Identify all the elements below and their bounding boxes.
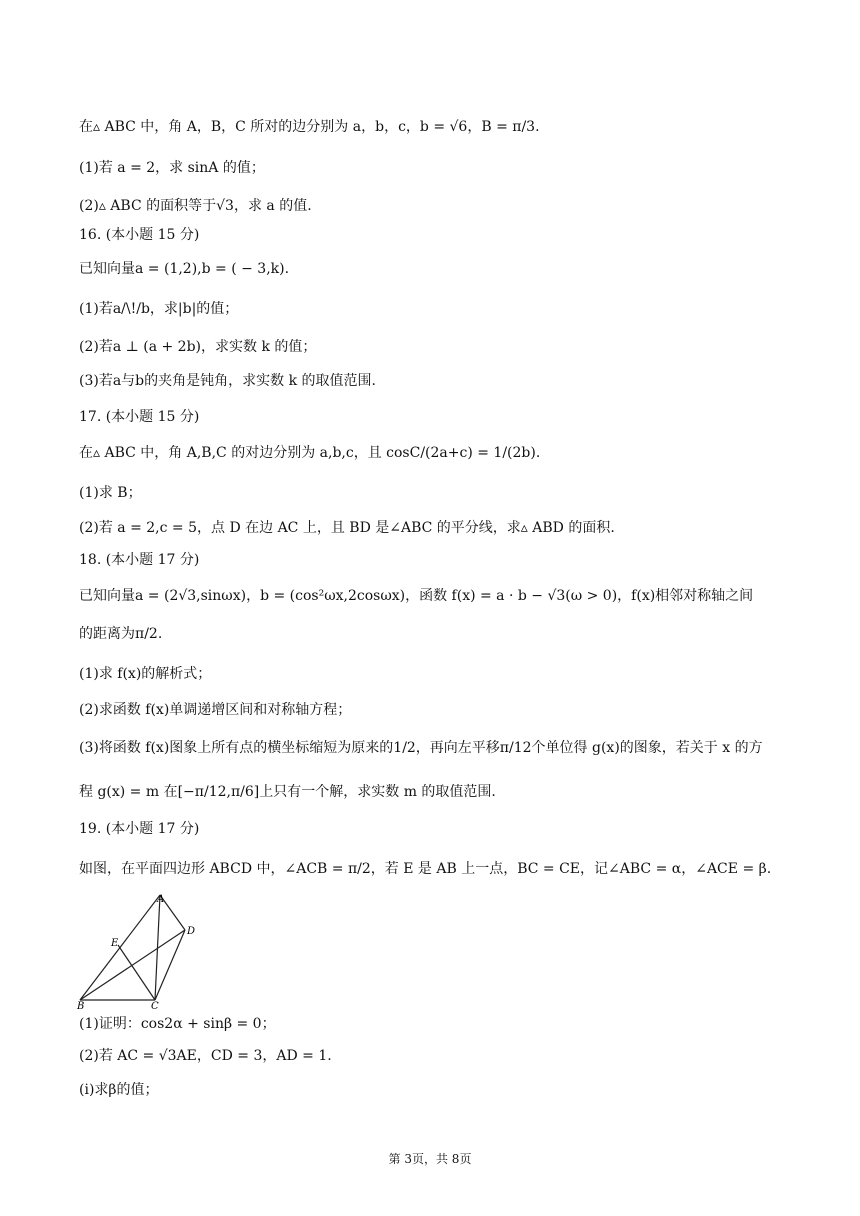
q16-stem: 已知向量a = (1,2),b = ( − 3,k). xyxy=(79,261,290,277)
page-footer: 第 3页，共 8页 xyxy=(388,1152,472,1166)
q18-part3-line2: 程 g(x) = m 在[−π/12,π/6]上只有一个解，求实数 m 的取值范围. xyxy=(79,784,496,800)
q15-stem: 在▵ ABC 中，角 A，B，C 所对的边分别为 a，b，c，b = √6，B = π/3. xyxy=(79,119,540,135)
label-C: C xyxy=(151,1001,159,1010)
q19-part2: (2)若 AC = √3AE，CD = 3，AD = 1. xyxy=(79,1048,332,1064)
q18-stem-line1: 已知向量a = (2√3,sinωx)，b = (cos²ωx,2cosωx)，函数 f(x) = a · b − √3(ω > 0)，f(x)相邻对称轴之间 xyxy=(79,588,754,604)
q19-heading: 19. (本小题 17 分) xyxy=(79,821,200,837)
q16-part1: (1)若a/\!/b，求|b|的值； xyxy=(79,301,239,317)
q17-part1: (1)求 B； xyxy=(79,485,142,501)
label-D: D xyxy=(187,926,196,937)
label-E: E xyxy=(111,938,119,949)
quadrilateral-figure xyxy=(75,890,200,1010)
q16-heading: 16. (本小题 15 分) xyxy=(79,227,200,243)
q18-heading: 18. (本小题 17 分) xyxy=(79,552,200,568)
label-B: B xyxy=(77,1001,85,1010)
q16-part2: (2)若a ⊥ (a + 2b)，求实数 k 的值； xyxy=(79,339,317,355)
q18-part2: (2)求函数 f(x)单调递增区间和对称轴方程； xyxy=(79,702,352,718)
q16-part3: (3)若a与b的夹角是钝角，求实数 k 的取值范围. xyxy=(79,373,376,389)
q19-part1: (1)证明：cos2α + sinβ = 0； xyxy=(79,1016,276,1032)
q17-stem: 在▵ ABC 中，角 A,B,C 的对边分别为 a,b,c，且 cosC/(2a+c) = 1/(2b). xyxy=(79,445,541,461)
q15-part2: (2)▵ ABC 的面积等于√3，求 a 的值. xyxy=(79,198,312,214)
q18-part3-line1: (3)将函数 f(x)图象上所有点的横坐标缩短为原来的1/2，再向左平移π/12个单位得 g(x)的图象，若关于 x 的方 xyxy=(79,740,763,756)
q15-part1: (1)若 a = 2，求 sinA 的值； xyxy=(79,160,265,176)
q17-heading: 17. (本小题 15 分) xyxy=(79,409,200,425)
q18-stem-line2: 的距离为π/2. xyxy=(79,626,163,642)
q17-part2: (2)若 a = 2,c = 5，点 D 在边 AC 上，且 BD 是∠ABC 的平分线，求▵ ABD 的面积. xyxy=(79,520,615,536)
q19-part-i: (i)求β的值； xyxy=(79,1082,159,1098)
segment-BD xyxy=(80,930,185,1000)
label-A: A xyxy=(157,894,165,905)
q19-stem: 如图，在平面四边形 ABCD 中，∠ACB = π/2，若 E 是 AB 上一点，BC = CE，记∠ABC = α，∠ACE = β. xyxy=(79,861,772,877)
q18-part1: (1)求 f(x)的解析式； xyxy=(79,666,212,682)
